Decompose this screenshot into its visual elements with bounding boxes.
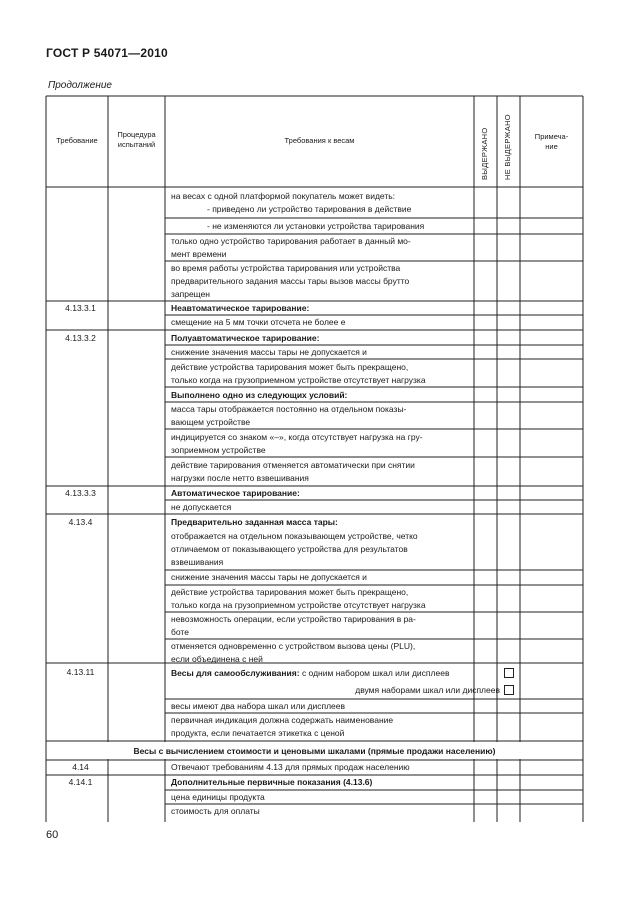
table-row [170, 361, 473, 387]
row-text-line: снижение значения массы тары не допускается и [171, 572, 367, 582]
table-row [170, 403, 473, 429]
table-row [170, 586, 473, 612]
row-text-line: во время работы устройства тарирования или устройства [171, 263, 401, 273]
row-text-line: индицируется со знаком «–», когда отсутствует нагрузка на гру- [171, 432, 423, 442]
table-row [170, 613, 473, 639]
requirement-code: 4.13.3.1 [65, 303, 96, 313]
page-number: 60 [46, 829, 59, 841]
table-row [170, 805, 473, 818]
column-header-requirement: Требование [56, 136, 98, 145]
requirement-code: 4.13.11 [66, 667, 95, 677]
table-row [170, 714, 473, 740]
row-text-line: боте [171, 627, 189, 637]
row-text-line: запрещен [171, 289, 211, 299]
row-text-line: отменяется одновременно с устройством вызова цены (PLU), [171, 641, 416, 651]
row-text-line: на весах с одной платформой покупатель может видеть: [171, 191, 396, 201]
table-row [170, 487, 473, 500]
document-title: ГОСТ Р 54071—2010 [46, 46, 168, 60]
column-header-scale-requirements: Требования к весам [284, 136, 355, 145]
table-row [170, 332, 473, 345]
table-row [170, 700, 473, 713]
table-row [170, 667, 500, 680]
row-text-line: только когда на грузоприемном устройстве отсутствует нагрузка [171, 375, 426, 385]
row-text-line: вающем устройстве [171, 417, 251, 427]
column-header-not-passed: НЕ ВЫДЕРЖАНО [503, 114, 512, 180]
requirement-code: 4.14 [72, 762, 89, 772]
row-text-line: только одно устройство тарирования работает в данный мо- [171, 236, 411, 246]
table-row [170, 190, 473, 216]
row-text-line: действие тарирования отменяется автоматически при снятии [171, 460, 415, 470]
row-text-line: не допускается [171, 502, 232, 512]
row-text-line: нагрузки после нетто взвешивания [171, 473, 309, 483]
row-text-line: предварительного задания массы тары вызов массы брутто [171, 276, 410, 286]
row-text-line: снижение значения массы тары не допускается и [171, 347, 367, 357]
row-heading: Автоматическое тарирование: [171, 488, 300, 498]
note-line-2: ние [545, 142, 558, 151]
requirement-code: 4.13.3.3 [65, 488, 96, 498]
table-row [170, 235, 473, 261]
row-heading: Весы для самообслуживания: [171, 668, 300, 678]
table-row [170, 776, 473, 789]
table-row [170, 761, 473, 774]
table-row [170, 220, 473, 233]
row-text-line: отображается на отдельном показывающем устройстве, четко [171, 531, 418, 541]
column-header-procedure [109, 130, 164, 150]
row-text-line: Отвечают требованиям 4.13 для прямых продаж населению [171, 762, 410, 772]
table-row [170, 791, 473, 804]
section-heading: Весы с вычислением стоимости и ценовыми шкалами (прямые продажи населению) [133, 746, 496, 756]
option-one-checkbox[interactable] [504, 668, 514, 678]
row-text-line: действие устройства тарирования может быть прекращено, [171, 587, 409, 597]
procedure-line-2: испытаний [117, 140, 156, 149]
row-text-line: стоимость для оплаты [171, 806, 260, 816]
column-header-passed: ВЫДЕРЖАНО [480, 127, 489, 180]
note-line-1: Примеча- [534, 132, 569, 141]
row-text-line: только когда на грузоприемном устройстве отсутствует нагрузка [171, 600, 426, 610]
row-text-line: если объединена с ней [171, 654, 263, 664]
row-heading: Полуавтоматическое тарирование: [171, 333, 320, 343]
table-row [170, 571, 473, 584]
column-header-note [521, 132, 582, 152]
row-text-line: смещение на 5 мм точки отсчета не более е [171, 317, 346, 327]
table-row [170, 459, 473, 485]
row-text-line: продукта, если печатается этикетка с ценой [171, 728, 345, 738]
row-text-line: зоприемном устройстве [171, 445, 266, 455]
row-text-line: невозможность операции, если устройство тарирования в ра- [171, 614, 416, 624]
table-row [170, 431, 473, 457]
row-text-line: масса тары отображается постоянно на отдельном показы- [171, 404, 407, 414]
table-row [170, 302, 473, 315]
option-two-label: двумя наборами шкал или дисплеев [355, 685, 500, 695]
row-heading: Предварительно заданная масса тары: [171, 517, 338, 527]
table-row [170, 501, 473, 514]
procedure-line-1: Процедура [117, 130, 156, 139]
row-text-line: - не изменяются ли установки устройства тарирования [207, 221, 425, 231]
table-row [170, 389, 473, 402]
table-row [170, 346, 473, 359]
table-row [170, 530, 473, 569]
table-row [170, 516, 473, 529]
row-heading: Выполнено одно из следующих условий: [171, 390, 348, 400]
row-text-line: - приведено ли устройство тарирования в действие [207, 204, 412, 214]
row-text-line: цена единицы продукта [171, 792, 265, 802]
table-row [170, 640, 473, 666]
row-heading: Дополнительные первичные показания (4.13.6) [171, 777, 373, 787]
table-row [170, 262, 473, 301]
row-text-line: отличаемом от показывающего устройства для результатов [171, 544, 408, 554]
row-text-line: первичная индикация должна содержать наименование [171, 715, 394, 725]
row-text-line: мент времени [171, 249, 227, 259]
row-text-line: взвешивания [171, 557, 224, 567]
row-heading: Неавтоматическое тарирование: [171, 303, 310, 313]
table-row [170, 316, 473, 329]
option-two-checkbox[interactable] [504, 685, 514, 695]
requirement-code: 4.14.1 [68, 777, 93, 787]
requirement-code: 4.13.3.2 [65, 333, 96, 343]
requirement-code: 4.13.4 [68, 517, 93, 527]
continuation-label: Продолжение [48, 80, 112, 91]
row-text-line: весы имеют два набора шкал или дисплеев [171, 701, 346, 711]
row-text-line: действие устройства тарирования может быть прекращено, [171, 362, 409, 372]
option-one-label: с одним набором шкал или дисплеев [301, 668, 450, 678]
